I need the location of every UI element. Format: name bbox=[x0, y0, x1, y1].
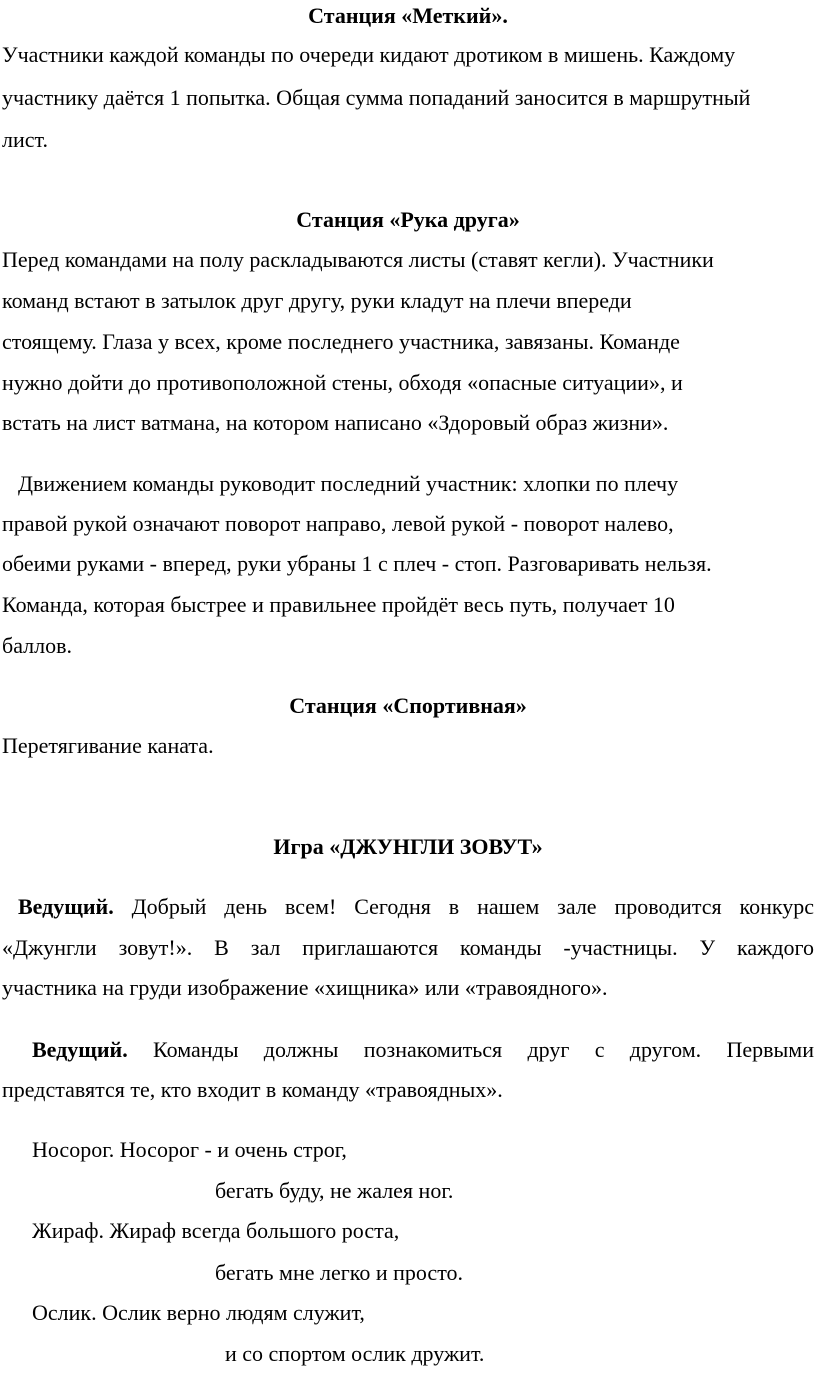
station-ruka-druga-p1-line-3: стоящему. Глаза у всех, кроме последнего участника, завязаны. Команде bbox=[2, 329, 680, 354]
poem-donkey-line-1: Ослик. Ослик верно людям служит, bbox=[32, 1300, 365, 1325]
station-metkiy-title: Станция «Меткий». bbox=[308, 3, 508, 28]
host1-line-2: «Джунгли зовут!». В зал приглашаются команды -участницы. У каждого bbox=[2, 935, 814, 960]
host2-line-2: представятся те, кто входит в команду «травоядных». bbox=[2, 1077, 503, 1102]
station-ruka-druga-p2-line-1: Движением команды руководит последний участник: хлопки по плечу bbox=[18, 471, 679, 496]
host2-text-1: Команды должны познакомиться друг с другом. Первыми bbox=[153, 1037, 814, 1062]
station-ruka-druga-p1-line-4: нужно дойти до противоположной стены, обходя «опасные ситуации», и bbox=[2, 370, 683, 395]
poem-giraffe-line-1: Жираф. Жираф всегда большого роста, bbox=[32, 1218, 400, 1243]
poem-giraffe-line-2: бегать мне легко и просто. bbox=[215, 1260, 464, 1285]
poem-rhino-line-2: бегать буду, не жалея ног. bbox=[215, 1178, 454, 1203]
station-ruka-druga-p1-line-2: команд встают в затылок друг другу, руки кладут на плечи впереди bbox=[2, 288, 632, 313]
station-ruka-druga-p2-line-3: обеими руками - вперед, руки убраны 1 с плеч - стоп. Разговаривать нельзя. bbox=[2, 551, 712, 576]
host1-text-1: Добрый день всем! Сегодня в нашем зале проводится конкурс bbox=[131, 894, 814, 919]
station-sportivnaya-title: Станция «Спортивная» bbox=[289, 693, 527, 718]
station-sportivnaya-text: Перетягивание каната. bbox=[2, 733, 214, 758]
poem-rhino-line-1: Носорог. Носорог - и очень строг, bbox=[32, 1137, 347, 1162]
station-ruka-druga-p1-line-1: Перед командами на полу раскладываются листы (ставят кегли). Участники bbox=[2, 247, 714, 272]
station-ruka-druga-p2-line-4: Команда, которая быстрее и правильнее пройдёт весь путь, получает 10 bbox=[2, 592, 675, 617]
host2-speaker: Ведущий. bbox=[32, 1037, 128, 1062]
game-title: Игра «ДЖУНГЛИ ЗОВУТ» bbox=[273, 834, 543, 859]
station-ruka-druga-p2-line-5: баллов. bbox=[2, 633, 72, 658]
station-ruka-druga-p1-line-5: встать на лист ватмана, на котором написано «Здоровый образ жизни». bbox=[2, 410, 669, 435]
station-ruka-druga-title: Станция «Рука друга» bbox=[296, 207, 520, 232]
station-ruka-druga-p2-line-2: правой рукой означают поворот направо, левой рукой - поворот налево, bbox=[2, 511, 674, 536]
host1-line-3: участника на груди изображение «хищника» или «травоядного». bbox=[2, 975, 608, 1000]
station-metkiy-text-line-1: Участники каждой команды по очереди кидают дротиком в мишень. Каждому bbox=[2, 42, 736, 67]
host1-line-1 bbox=[18, 896, 814, 918]
station-metkiy-text-line-3: лист. bbox=[2, 127, 48, 152]
poem-donkey-line-2: и со спортом ослик дружит. bbox=[225, 1341, 485, 1366]
host1-speaker: Ведущий. bbox=[18, 894, 114, 919]
host2-line-1 bbox=[32, 1039, 814, 1061]
station-metkiy-text-line-2: участнику даётся 1 попытка. Общая сумма попаданий заносится в маршрутный bbox=[2, 85, 751, 110]
